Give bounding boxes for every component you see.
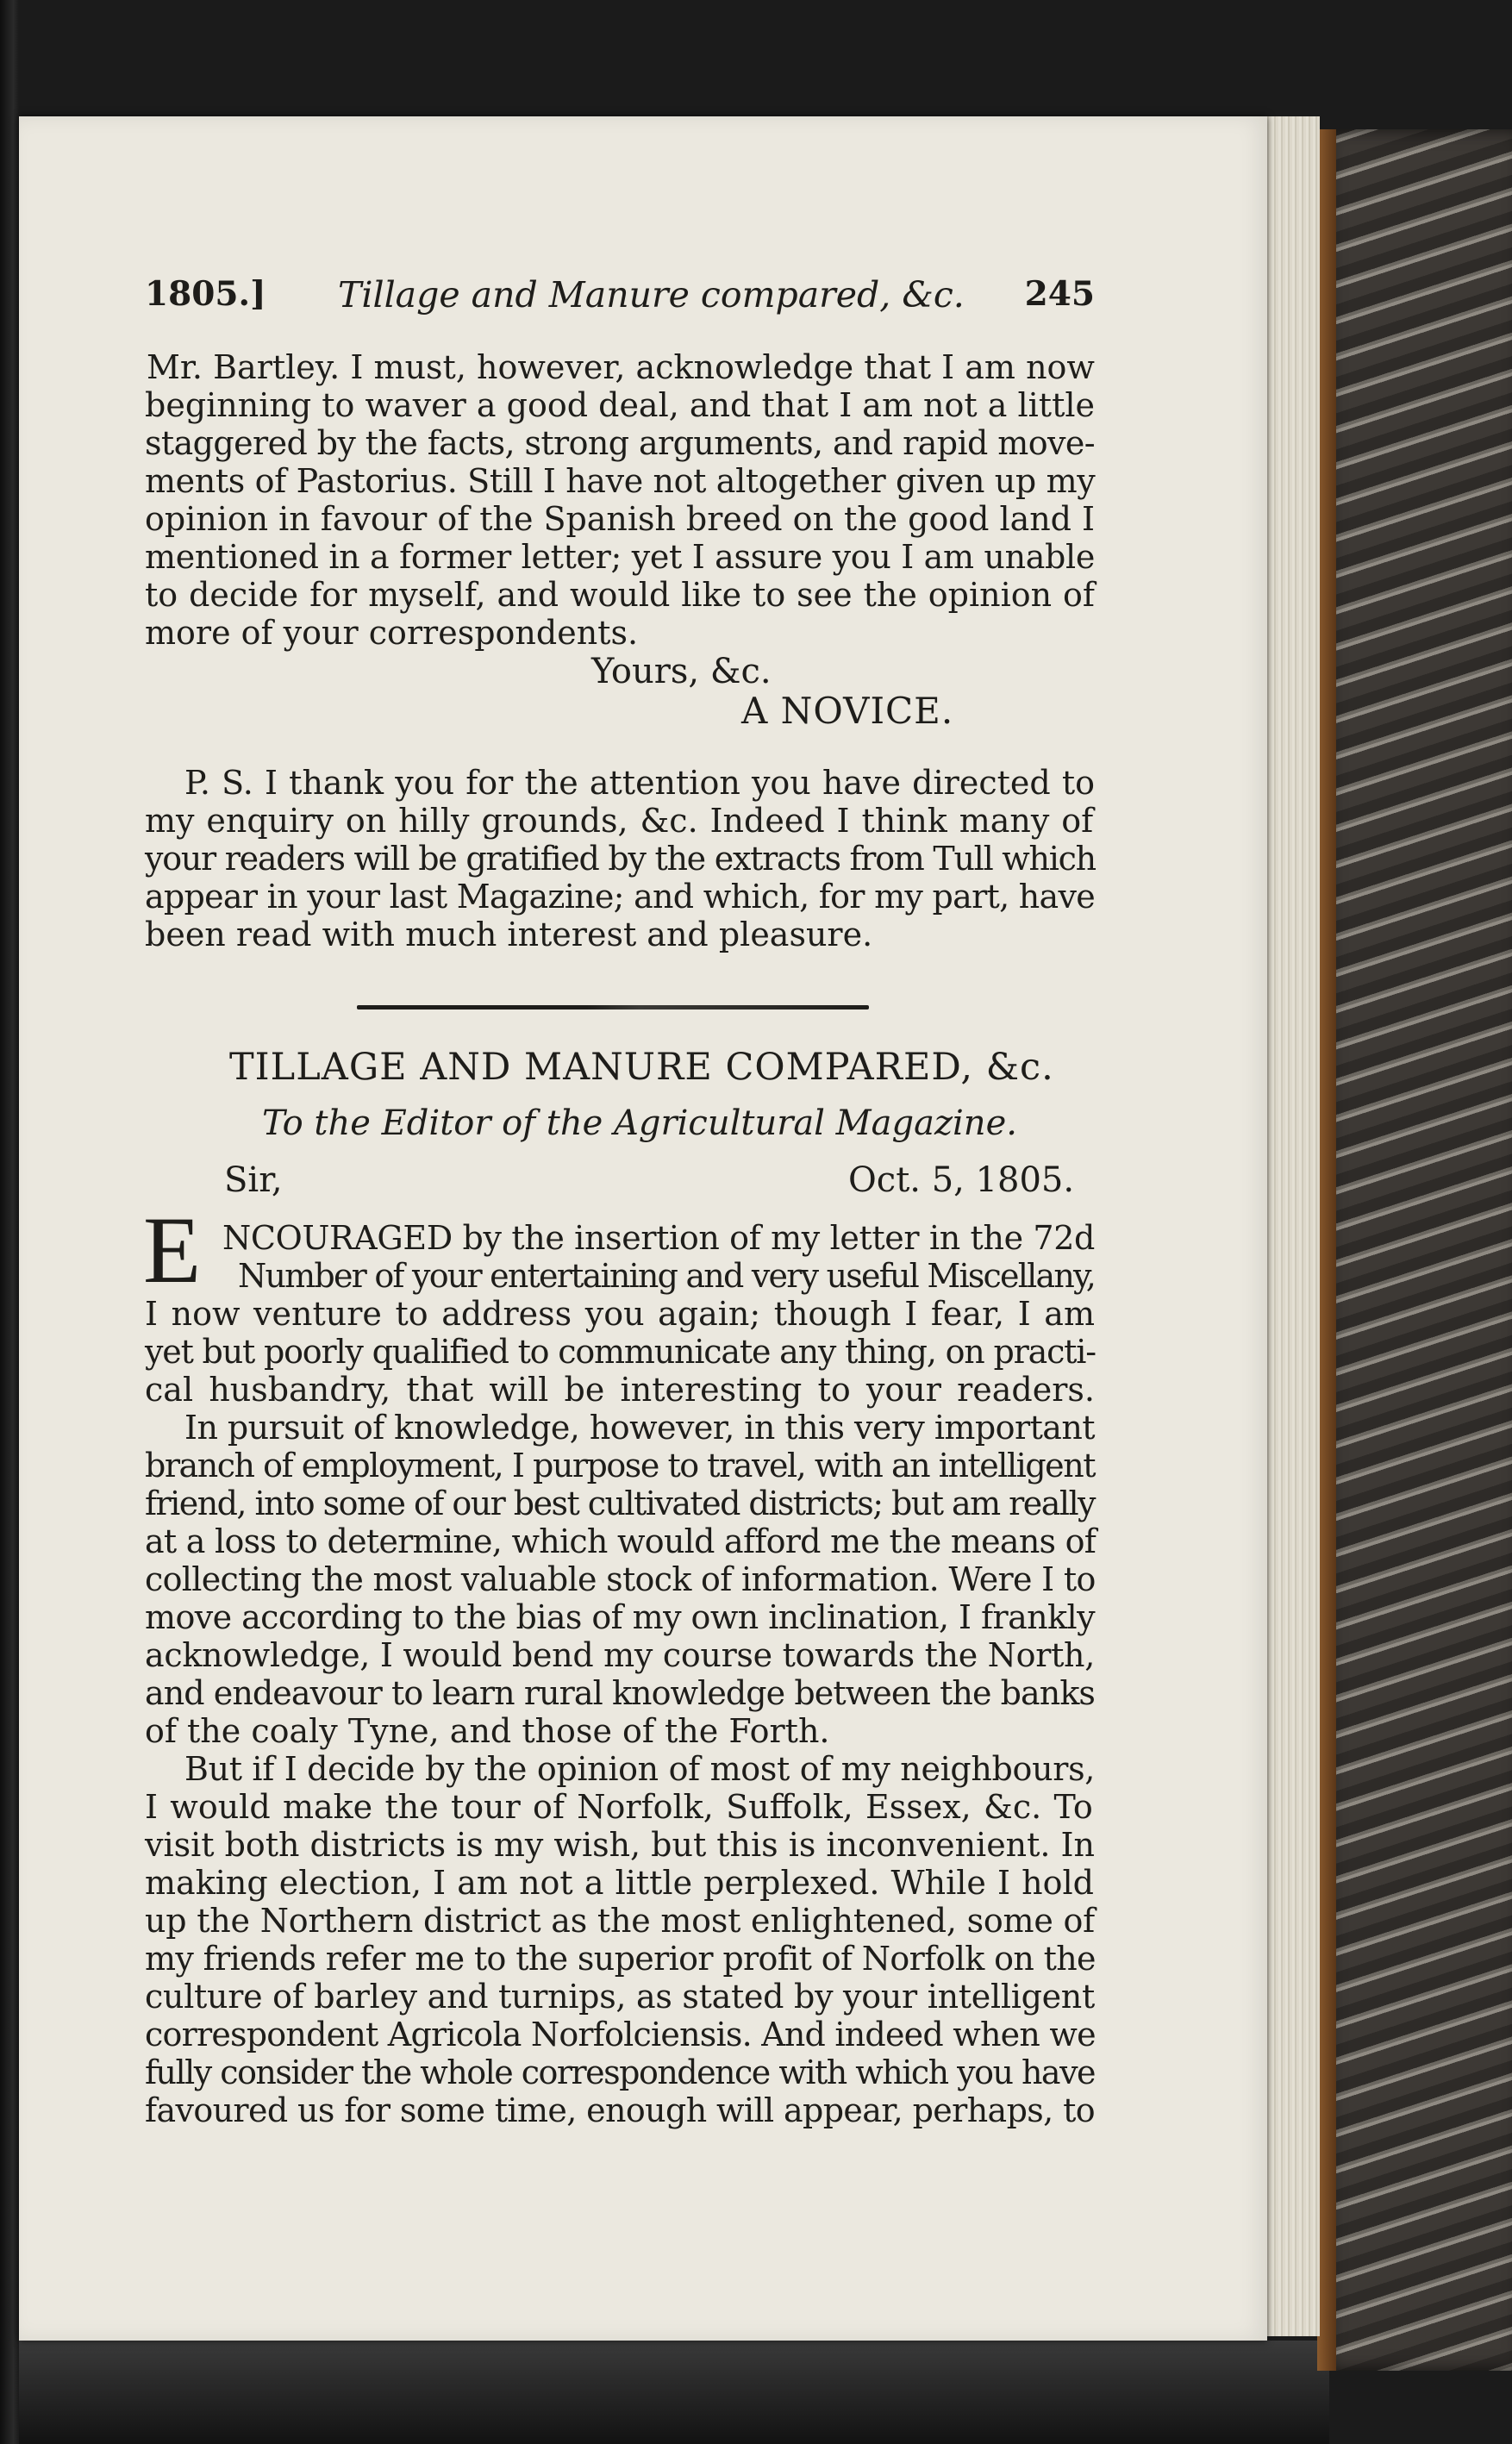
text-line: beginning to waver a good deal, and that I am not a little: [145, 386, 1095, 424]
text-line: acknowledge, I would bend my course towards the North,: [145, 1636, 1095, 1674]
text-line: collecting the most valuable stock of information. Were I to: [145, 1560, 1096, 1598]
text-line: more of your correspondents.: [145, 614, 639, 652]
text-line: cal husbandry, that will be interesting to your readers.: [145, 1371, 1095, 1409]
text-line: In pursuit of knowledge, however, in this very important: [184, 1409, 1095, 1447]
page-number: 245: [1024, 274, 1095, 314]
text-line: my friends refer me to the superior profit of Norfolk on the: [145, 1940, 1096, 1978]
text-line: But if I decide by the opinion of most of my neighbours,: [184, 1750, 1095, 1788]
text-line: appear in your last Magazine; and which, for my part, have: [145, 878, 1095, 916]
text-line: at a loss to determine, which would afford me the means of: [145, 1522, 1097, 1560]
text-line: correspondent Agricola Norfolciensis. And indeed when we: [145, 2016, 1096, 2053]
text-line: your readers will be gratified by the extracts from Tull which: [145, 840, 1096, 878]
text-line: of the coaly Tyne, and those of the Forth.: [145, 1712, 830, 1750]
text-line: my enquiry on hilly grounds, &c. Indeed I think many of: [145, 802, 1094, 840]
letter-date: Oct. 5, 1805.: [848, 1160, 1075, 1200]
text-line: NCOURAGED by the insertion of my letter in the 72d: [222, 1219, 1095, 1257]
text-line: making election, I am not a little perplexed. While I hold: [145, 1864, 1094, 1902]
salutation: Sir,: [224, 1160, 283, 1200]
text-line: been read with much interest and pleasure.: [145, 916, 873, 953]
text-line: and endeavour to learn rural knowledge between the banks: [145, 1674, 1095, 1712]
text-line: I now venture to address you again; though I fear, I am: [145, 1295, 1095, 1333]
text-line: Number of your entertaining and very useful Miscellany,: [238, 1257, 1095, 1295]
text-line: up the Northern district as the most enlightened, some of: [145, 1902, 1095, 1940]
section-divider-rule: [357, 1005, 869, 1009]
text-line: visit both districts is my wish, but this is inconvenient. In: [145, 1826, 1096, 1864]
text-line: friend, into some of our best cultivated districts; but am really: [145, 1485, 1095, 1522]
text-line: to decide for myself, and would like to see the opinion of: [145, 576, 1095, 614]
page-bottom-shadow: [19, 2341, 1329, 2444]
text-line: yet but poorly qualified to communicate any thing, on practi-: [145, 1333, 1096, 1371]
text-line: ments of Pastorius. Still I have not altogether given up my: [145, 462, 1096, 500]
text-line: branch of employment, I purpose to travel, with an intelligent: [145, 1447, 1095, 1485]
text-line: opinion in favour of the Spanish breed on the good land I: [145, 500, 1095, 538]
text-line: move according to the bias of my own inclination, I frankly: [145, 1598, 1095, 1636]
article-subtitle: To the Editor of the Agricultural Magazine.: [262, 1103, 1017, 1143]
text-line: culture of barley and turnips, as stated by your intelligent: [145, 1978, 1095, 2016]
leather-spine-edge: [1317, 129, 1336, 2371]
text-line: mentioned in a former letter; yet I assure you I am unable: [145, 538, 1095, 576]
letter-signature: A NOVICE.: [741, 690, 954, 732]
marbled-book-cover: [1317, 129, 1512, 2371]
letter-closing: Yours, &c.: [591, 652, 772, 691]
drop-cap: E: [143, 1197, 202, 1303]
running-header: [145, 274, 1095, 317]
text-line: favoured us for some time, enough will appear, perhaps, to: [145, 2091, 1095, 2129]
text-line: P. S. I thank you for the attention you have directed to: [184, 764, 1095, 802]
text-line: I would make the tour of Norfolk, Suffolk, Essex, &c. To: [145, 1788, 1093, 1826]
article-title: TILLAGE AND MANURE COMPARED, &c.: [229, 1046, 1054, 1089]
header-year: 1805.]: [145, 274, 266, 314]
text-line: fully consider the whole correspondence with which you have: [145, 2053, 1095, 2091]
text-line: staggered by the facts, strong arguments, and rapid move-: [145, 424, 1095, 462]
header-running-title: Tillage and Manure compared, &c.: [338, 274, 965, 316]
text-line: Mr. Bartley. I must, however, acknowledge that I am now: [147, 348, 1095, 386]
book-gutter-shadow: [0, 0, 19, 2444]
